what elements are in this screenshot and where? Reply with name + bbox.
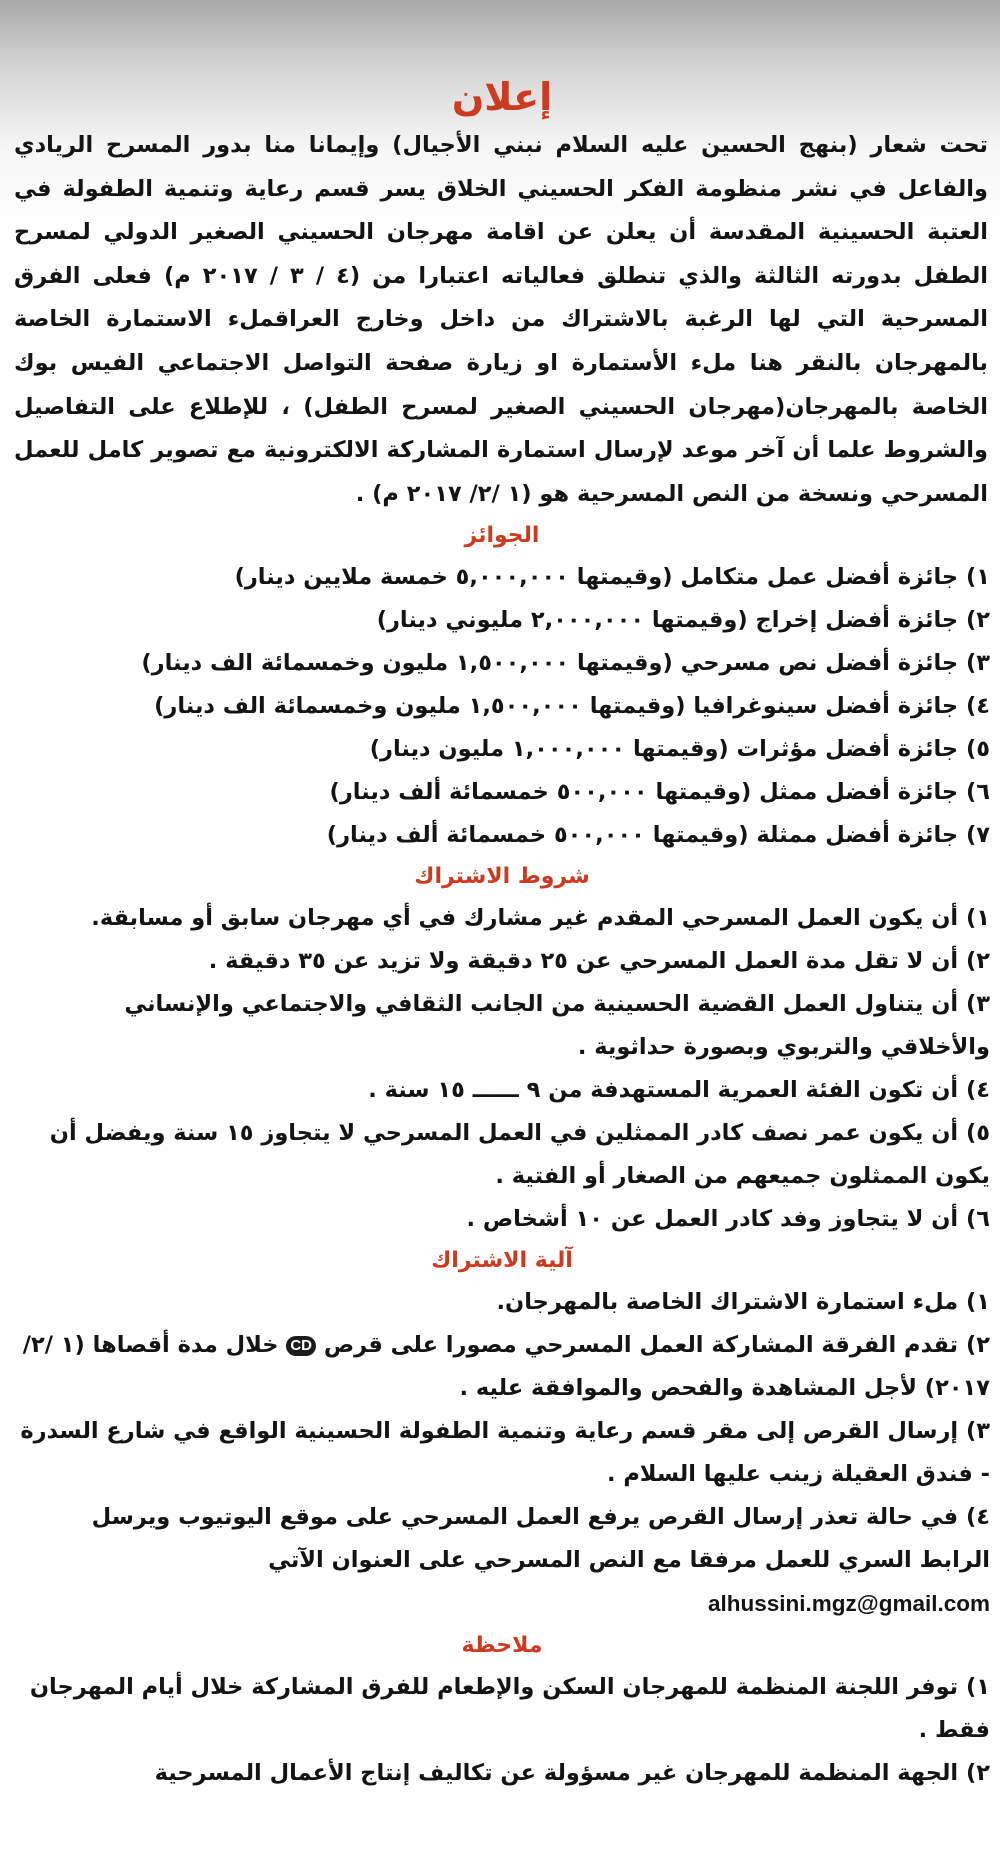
prize-item — [14, 599, 990, 642]
condition-item — [14, 940, 990, 983]
condition-item — [14, 897, 990, 940]
condition-text: أن يتناول العمل القضية الحسينية من الجانب الثقافي والاجتماعي والإنساني والأخلاقي والتربوي وبصورة حداثوية . — [124, 991, 990, 1061]
mechanism-text: في حالة تعذر إرسال القرص يرفع العمل المسرحي على موقع اليوتيوب ويرسل الرابط السري للعمل مرفقا مع النص المسرحي على العنوان الآتي — [91, 1504, 990, 1574]
condition-item — [14, 1112, 990, 1198]
mechanism-number: ٣) — [965, 1418, 990, 1445]
prize-text: جائزة أفضل ممثل (وقيمتها ٥٠٠,٠٠٠ خمسمائة ألف دينار) — [329, 779, 959, 806]
prize-item — [14, 728, 990, 771]
condition-text: أن تكون الفئة العمرية المستهدفة من ٩ ــــــ ١٥ سنة . — [368, 1077, 959, 1104]
condition-text: أن يكون العمل المسرحي المقدم غير مشارك في أي مهرجان سابق أو مسابقة. — [91, 905, 959, 932]
condition-number: ١) — [965, 905, 990, 932]
mechanism-item — [14, 1410, 990, 1496]
condition-number: ٥) — [965, 1120, 990, 1147]
prizes-list — [14, 556, 990, 857]
note-number: ٢) — [965, 1760, 990, 1787]
note-item — [14, 1752, 990, 1795]
prizes-heading: الجوائز — [464, 523, 540, 549]
prize-item — [14, 814, 990, 857]
note-item — [14, 1666, 990, 1752]
prize-number: ٧) — [965, 822, 990, 849]
note-text: الجهة المنظمة للمهرجان غير مسؤولة عن تكاليف إنتاج الأعمال المسرحية — [154, 1760, 959, 1787]
condition-number: ٦) — [965, 1206, 990, 1233]
prize-number: ٦) — [965, 779, 990, 806]
condition-number: ٢) — [965, 948, 990, 975]
prize-text: جائزة أفضل ممثلة (وقيمتها ٥٠٠,٠٠٠ خمسمائة ألف دينار) — [326, 822, 959, 849]
note-number: ١) — [965, 1674, 990, 1701]
prize-item — [14, 642, 990, 685]
prize-text: جائزة أفضل نص مسرحي (وقيمتها ١,٥٠٠,٠٠٠ مليون وخمسمائة الف دينار) — [141, 650, 959, 677]
condition-item — [14, 1069, 990, 1112]
prize-number: ٣) — [965, 650, 990, 677]
mechanism-text: ملء استمارة الاشتراك الخاصة بالمهرجان. — [496, 1289, 959, 1316]
condition-text: أن يكون عمر نصف كادر الممثلين في العمل المسرحي لا يتجاوز ١٥ سنة ويفضل أن يكون الممثلون جميعهم من الصغار أو الفتية . — [49, 1120, 990, 1190]
prize-text: جائزة أفضل مؤثرات (وقيمتها ١,٠٠٠,٠٠٠ مليون دينار) — [369, 736, 959, 763]
mechanism-list — [14, 1281, 990, 1626]
condition-text: أن لا تقل مدة العمل المسرحي عن ٢٥ دقيقة ولا تزيد عن ٣٥ دقيقة . — [208, 948, 959, 975]
announcement-title: إعلان — [451, 75, 553, 119]
condition-item — [14, 1198, 990, 1241]
prize-item — [14, 685, 990, 728]
prize-number: ١) — [965, 564, 990, 591]
prize-item — [14, 556, 990, 599]
prize-text: جائزة أفضل عمل متكامل (وقيمتها ٥,٠٠٠,٠٠٠ خمسة ملايين دينار) — [234, 564, 959, 591]
condition-number: ٣) — [965, 991, 990, 1018]
note-text: توفر اللجنة المنظمة للمهرجان السكن والإطعام للفرق المشاركة خلال أيام المهرجان فقط . — [29, 1674, 990, 1744]
prize-number: ٥) — [965, 736, 990, 763]
mechanism-text: إرسال القرص إلى مقر قسم رعاية وتنمية الطفولة الحسينية الواقع في شارع السدرة - فندق العقيلة زينب عليها السلام . — [20, 1418, 990, 1488]
conditions-list — [14, 897, 990, 1241]
prize-item — [14, 771, 990, 814]
mechanism-item — [14, 1496, 990, 1626]
conditions-heading: شروط الاشتراك — [414, 864, 590, 890]
mechanism-item — [14, 1324, 990, 1410]
prize-number: ٤) — [965, 693, 990, 720]
contact-email: alhussini.mgz@gmail.com — [708, 1591, 990, 1617]
mechanism-text: تقدم الفرقة المشاركة العمل المسرحي مصورا على قرص — [323, 1332, 959, 1359]
announcement-intro: تحت شعار (بنهج الحسين عليه السلام نبني الأجيال) وإيمانا منا بدور المسرح الريادي والفاعل في نشر منظومة الفكر الحسيني الخلاق يسر قسم رعاية وتنمية الطفولة في العتبة الحسينية المقدسة أن يعلن عن اقامة مهرجان الحسيني الصغير الدولي لمسرح الطفل بدورته الثالثة والذي تنطلق فعالياته اعتبارا من (٤ / ٣ / ٢٠١٧ م) فعلى الفرق المسرحية التي لها الرغبة بالاشتراك من داخل وخارج العراقملء الاستمارة الخاصة بالمهرجان بالنقر هنا ملء الأستمارة او زيارة صفحة التواصل الاجتماعي الفيس بوك الخاصة بالمهرجان(مهرجان الحسيني الصغير لمسرح الطفل) ، للإطلاع على التفاصيل والشروط علما أن آخر موعد لإرسال استمارة المشاركة الالكترونية مع تصوير كامل للعمل المسرحي ونسخة من النص المسرحية هو (١ /٢/ ٢٠١٧ م) . — [14, 132, 989, 507]
mechanism-item — [14, 1281, 990, 1324]
mechanism-text-continued: خلال مدة أقصاها (١ /٢/ ٢٠١٧) لأجل المشاهدة والفحص والموافقة عليه . — [22, 1332, 990, 1402]
prize-text: جائزة أفضل إخراج (وقيمتها ٢,٠٠٠,٠٠٠ مليوني دينار) — [376, 607, 959, 634]
mechanism-number: ٢) — [965, 1332, 990, 1359]
condition-number: ٤) — [965, 1077, 990, 1104]
cd-disc-badge: CD — [286, 1336, 316, 1356]
mechanism-number: ١) — [965, 1289, 990, 1316]
prize-number: ٢) — [965, 607, 990, 634]
prize-text: جائزة أفضل سينوغرافيا (وقيمتها ١,٥٠٠,٠٠٠ مليون وخمسمائة الف دينار) — [154, 693, 959, 720]
condition-item — [14, 983, 990, 1069]
notes-heading: ملاحظة — [461, 1633, 543, 1659]
condition-text: أن لا يتجاوز وفد كادر العمل عن ١٠ أشخاص . — [466, 1206, 959, 1233]
notes-list — [14, 1666, 990, 1795]
mechanism-heading: آلية الاشتراك — [431, 1248, 573, 1274]
mechanism-number: ٤) — [965, 1504, 990, 1531]
